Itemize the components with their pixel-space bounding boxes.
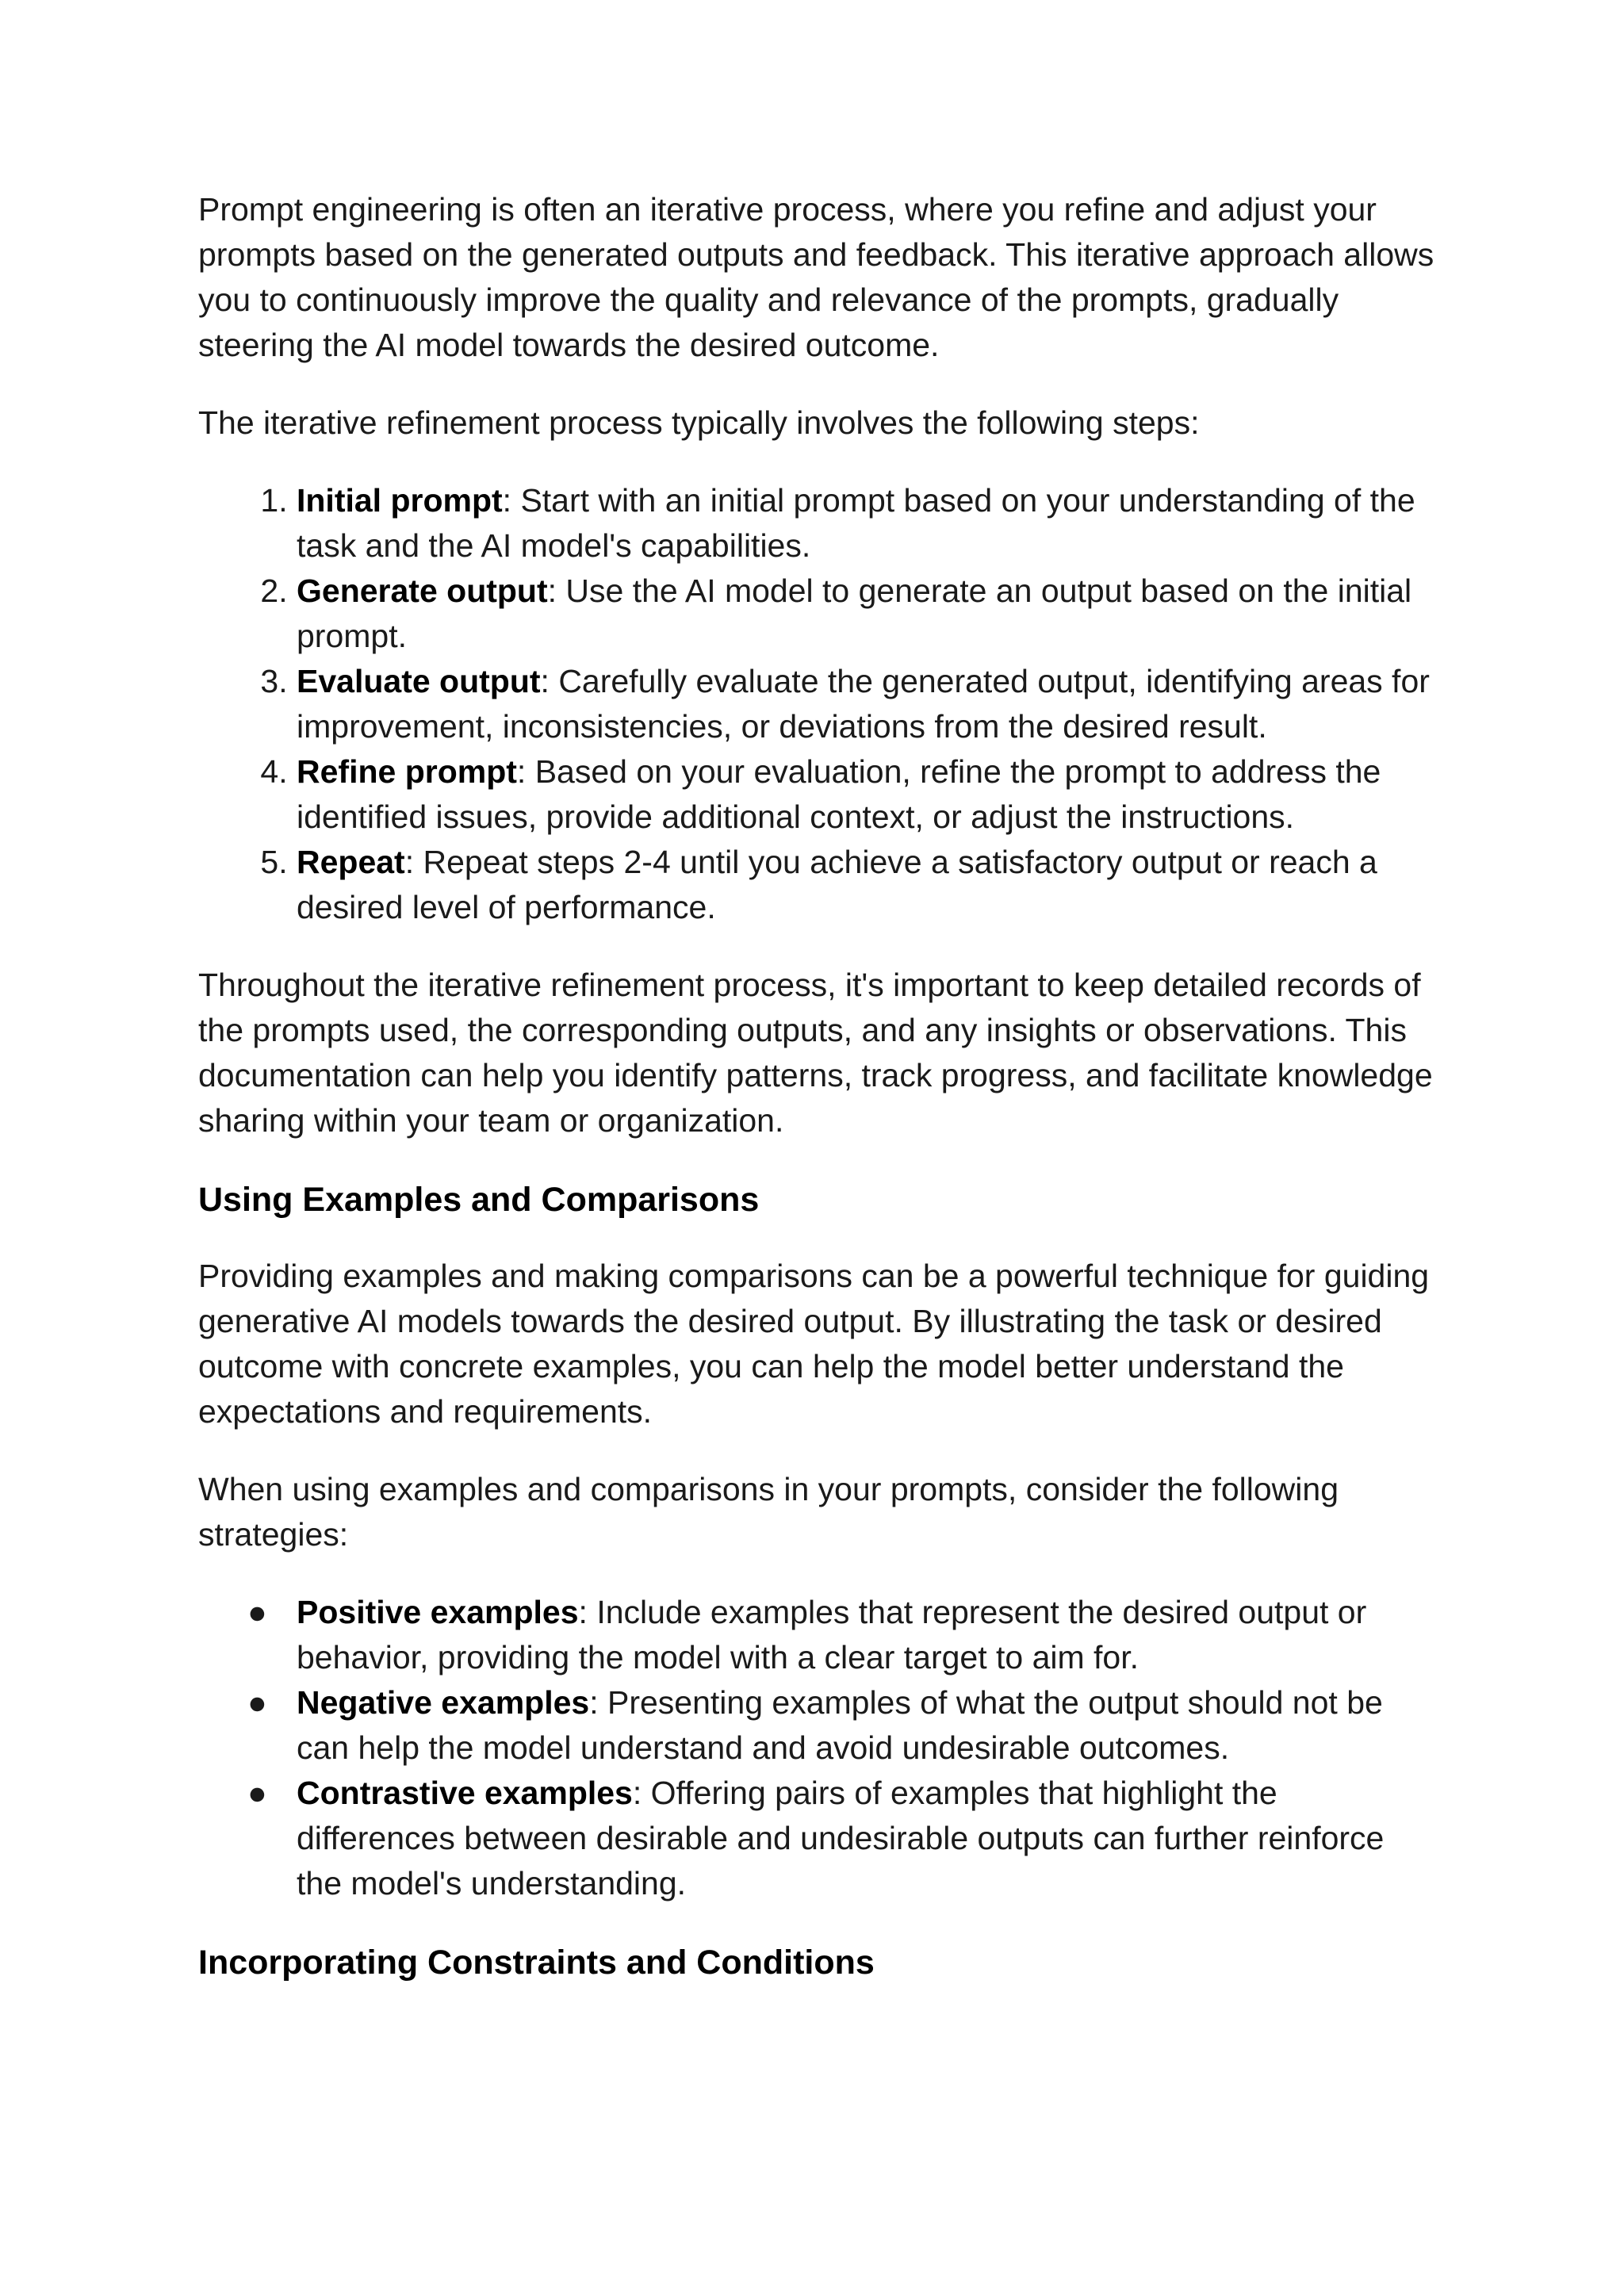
step-text: : Use the AI model to generate an output based on the initial prompt. (297, 573, 1412, 654)
step-text: : Start with an initial prompt based on your understanding of the task and the AI model's capabilities. (297, 482, 1415, 564)
list-item (247, 1590, 1435, 1680)
step-text: : Based on your evaluation, refine the prompt to address the identified issues, provide additional context, or adjust the instructions. (297, 753, 1381, 835)
strategy-term: Negative examples (297, 1684, 590, 1721)
step-term: Refine prompt (297, 753, 517, 790)
strategy-text: : Presenting examples of what the output should not be can help the model understand and avoid undesirable outcomes. (297, 1684, 1383, 1766)
section-heading-examples: Using Examples and Comparisons (198, 1181, 760, 1219)
strategy-text: : Offering pairs of examples that highlight the differences between desirable and undesirable outputs can further reinforce the model's understanding. (297, 1775, 1385, 1901)
list-item (297, 749, 1435, 840)
strategy-text: : Include examples that represent the desired output or behavior, providing the model with a clear target to aim for. (297, 1594, 1367, 1676)
intro-paragraph: Prompt engineering is often an iterative process, where you refine and adjust your prompts based on the generated outputs and feedback. This iterative approach allows you to continuously improve the quality and relevance of the prompts, gradually steering the AI model towards the desired outcome. (198, 191, 1434, 363)
bullet-icon: ● (247, 1594, 267, 1630)
step-term: Initial prompt (297, 482, 503, 519)
bullet-icon: ● (247, 1684, 267, 1721)
section-heading-constraints: Incorporating Constraints and Conditions (198, 1944, 875, 1982)
step-term: Generate output (297, 573, 548, 609)
steps-intro-paragraph: The iterative refinement process typically involves the following steps: (198, 404, 1200, 441)
list-item (297, 569, 1435, 659)
list-item (297, 478, 1435, 569)
step-term: Evaluate output (297, 663, 541, 699)
list-item (247, 1680, 1435, 1771)
strategy-term: Contrastive examples (297, 1775, 633, 1811)
step-term: Repeat (297, 844, 405, 880)
strategies-list (198, 1590, 1435, 1906)
list-item (247, 1771, 1435, 1906)
list-item (297, 659, 1435, 749)
document-page (198, 187, 1435, 2016)
strategies-intro-paragraph: When using examples and comparisons in your prompts, consider the following strategies: (198, 1471, 1339, 1553)
step-text: : Repeat steps 2-4 until you achieve a satisfactory output or reach a desired level of performance. (297, 844, 1377, 925)
strategy-term: Positive examples (297, 1594, 579, 1630)
refinement-steps-list (198, 478, 1435, 930)
examples-paragraph: Providing examples and making comparisons can be a powerful technique for guiding generative AI models towards the desired output. By illustrating the task or desired outcome with concrete examples, you can help the model better understand the expectations and requirements. (198, 1258, 1430, 1430)
documentation-paragraph: Throughout the iterative refinement process, it's important to keep detailed records of the prompts used, the corresponding outputs, and any insights or observations. This documentation can help you identify patterns, track progress, and facilitate knowledge sharing within your team or organization. (198, 967, 1433, 1139)
step-text: : Carefully evaluate the generated output, identifying areas for improvement, inconsistencies, or deviations from the desired result. (297, 663, 1430, 745)
bullet-icon: ● (247, 1775, 267, 1811)
list-item (297, 840, 1435, 930)
